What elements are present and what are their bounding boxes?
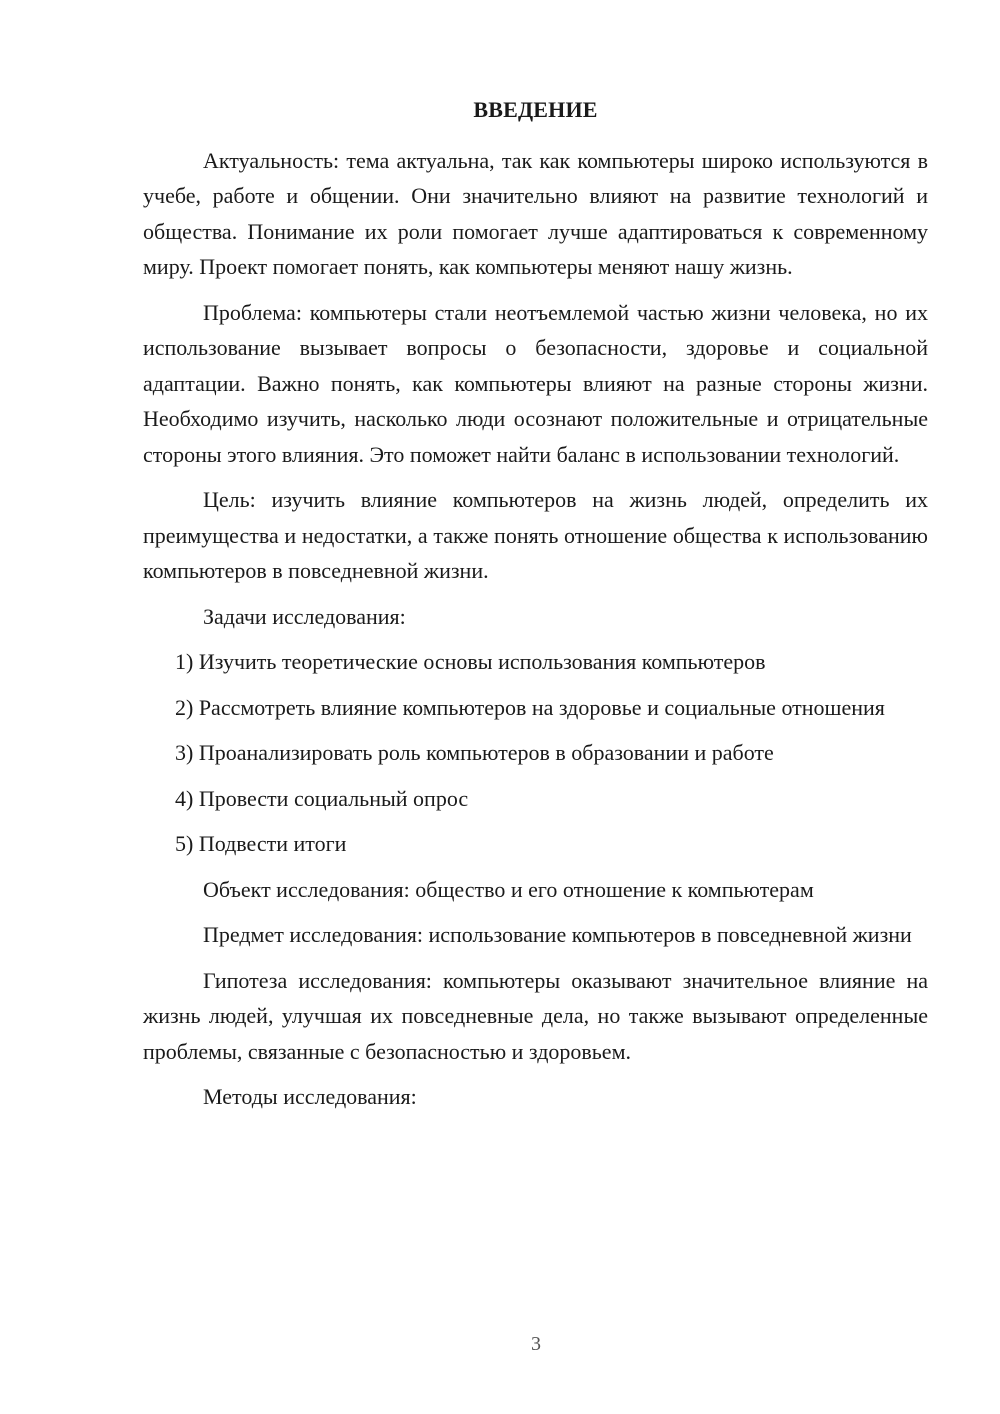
methods-heading: Методы исследования:: [203, 1084, 417, 1109]
task-item-1: 1) Изучить теоретические основы использования компьютеров: [175, 649, 766, 674]
document-body: [143, 92, 928, 1125]
subject-paragraph: Предмет исследования: использование компьютеров в повседневной жизни: [203, 922, 912, 947]
relevance-paragraph: Актуальность: тема актуальна, так как компьютеры широко используются в учебе, работе и общении. Они значительно влияют на развитие технологий и общества. Понимание их роли помогает лучше адаптироваться к современному миру. Проект помогает понять, как компьютеры меняют нашу жизнь.: [143, 147, 928, 279]
hypothesis-paragraph: Гипотеза исследования: компьютеры оказывают значительное влияние на жизнь людей, улучшая их повседневные дела, но также вызывают определенные проблемы, связанные с безопасностью и здоровьем.: [143, 967, 928, 1064]
task-item-3: 3) Проанализировать роль компьютеров в образовании и работе: [175, 740, 774, 765]
task-item-4: 4) Провести социальный опрос: [175, 785, 469, 811]
object-paragraph: Объект исследования: общество и его отношение к компьютерам: [203, 876, 814, 902]
problem-paragraph: Проблема: компьютеры стали неотъемлемой частью жизни человека, но их использование вызывает вопросы о безопасности, здоровье и социальной адаптации. Важно понять, как компьютеры влияют на разные стороны жизни. Необходимо изучить, насколько люди осознают положительные и отрицательные стороны этого влияния. Это поможет найти баланс в использовании технологий.: [143, 299, 928, 467]
task-item-5: 5) Подвести итоги: [175, 831, 347, 856]
page-number: 3: [531, 1333, 541, 1355]
tasks-heading: Задачи исследования:: [203, 603, 406, 629]
task-item-2: 2) Рассмотреть влияние компьютеров на здоровье и социальные отношения: [175, 694, 885, 720]
goal-paragraph: Цель: изучить влияние компьютеров на жизнь людей, определить их преимущества и недостатки, а также понять отношение общества к использованию компьютеров в повседневной жизни.: [143, 487, 928, 583]
page-title: ВВЕДЕНИЕ: [473, 97, 598, 122]
